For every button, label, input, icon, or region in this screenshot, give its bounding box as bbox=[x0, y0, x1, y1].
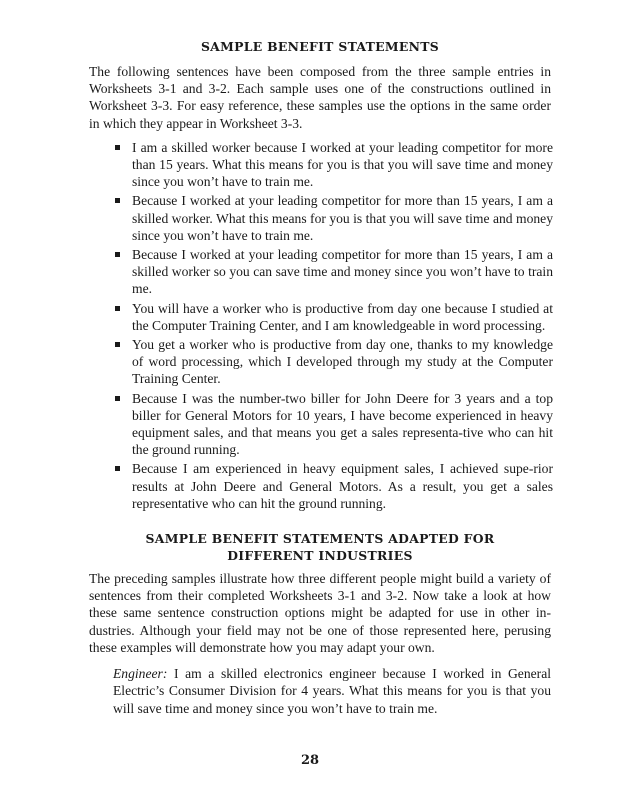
list-item-text: Because I worked at your leading competitor for more than 15 years, I am a skilled worker. What this means for you is that you will save time and money since you won’t have to train me. bbox=[132, 193, 553, 243]
heading-line-2: DIFFERENT INDUSTRIES bbox=[227, 548, 413, 564]
intro-paragraph: The following sentences have been composed from the three sample entries in Worksheets 3-1 and 3-2. Each sample uses one of the constructions outlined in Worksheet 3-3. For easy reference, these samples use the options in the same order in which they appear in Worksheet 3-3. bbox=[89, 64, 551, 131]
section-heading-sample-benefit-statements: SAMPLE BENEFIT STATEMENTS bbox=[200, 39, 440, 54]
square-bullet-icon bbox=[115, 252, 120, 257]
page-number: 28 bbox=[300, 753, 320, 768]
list-item bbox=[113, 336, 553, 388]
benefit-statement-list bbox=[89, 139, 551, 512]
list-item bbox=[113, 139, 553, 191]
square-bullet-icon bbox=[115, 145, 120, 150]
square-bullet-icon bbox=[115, 466, 120, 471]
list-item bbox=[113, 300, 553, 334]
square-bullet-icon bbox=[115, 342, 120, 347]
list-item bbox=[113, 390, 553, 459]
list-item bbox=[113, 460, 553, 512]
list-item-text: You will have a worker who is productive from day one because I studied at the Computer Training Center, and I am knowledgeable in word processing. bbox=[132, 300, 553, 333]
square-bullet-icon bbox=[115, 396, 120, 401]
heading-line-1: SAMPLE BENEFIT STATEMENTS ADAPTED FOR bbox=[145, 531, 495, 547]
engineer-example bbox=[89, 665, 551, 717]
page-content bbox=[89, 38, 551, 717]
industries-intro-paragraph: The preceding samples illustrate how three different people might build a variety of sentences from their completed Worksheets 3-1 and 3-2. Now take a look at how these same sentence construction options might be adapted for use in other in-dustries. Although your field may not be one of those represented here, perusing these examples will demonstrate how you may adapt your own. bbox=[89, 571, 551, 655]
list-item-text: Because I am experienced in heavy equipment sales, I achieved supe-rior results at John Deere and General Motors. As a result, you get a sales representative who can hit the ground running. bbox=[132, 461, 553, 511]
list-item bbox=[113, 192, 553, 244]
example-text: I am a skilled electronics engineer because I worked in General Electric’s Consumer Division for 4 years. What this means for you is that you will save time and money since you won’t have to train me. bbox=[113, 666, 551, 716]
list-item bbox=[113, 246, 553, 298]
list-item-text: Because I worked at your leading competitor for more than 15 years, I am a skilled worker so you can save time and money since you won’t have to train me. bbox=[132, 247, 553, 297]
example-label: Engineer: bbox=[113, 666, 168, 682]
square-bullet-icon bbox=[115, 306, 120, 311]
list-item-text: I am a skilled worker because I worked at your leading competitor for more than 15 years. What this means for you is that you will save time and money since you won’t have to train me. bbox=[132, 139, 553, 190]
section-heading-adapted-industries bbox=[89, 530, 551, 564]
square-bullet-icon bbox=[115, 198, 120, 203]
list-item-text: Because I was the number-two biller for John Deere for 3 years and a top biller for General Motors for 10 years, I have become experienced in heavy equipment sales, and that means you get a sales representa-tive who can hit the ground running. bbox=[132, 390, 553, 458]
list-item-text: You get a worker who is productive from day one, thanks to my knowledge of word processing, which I developed through my study at the Computer Training Center. bbox=[132, 337, 553, 387]
